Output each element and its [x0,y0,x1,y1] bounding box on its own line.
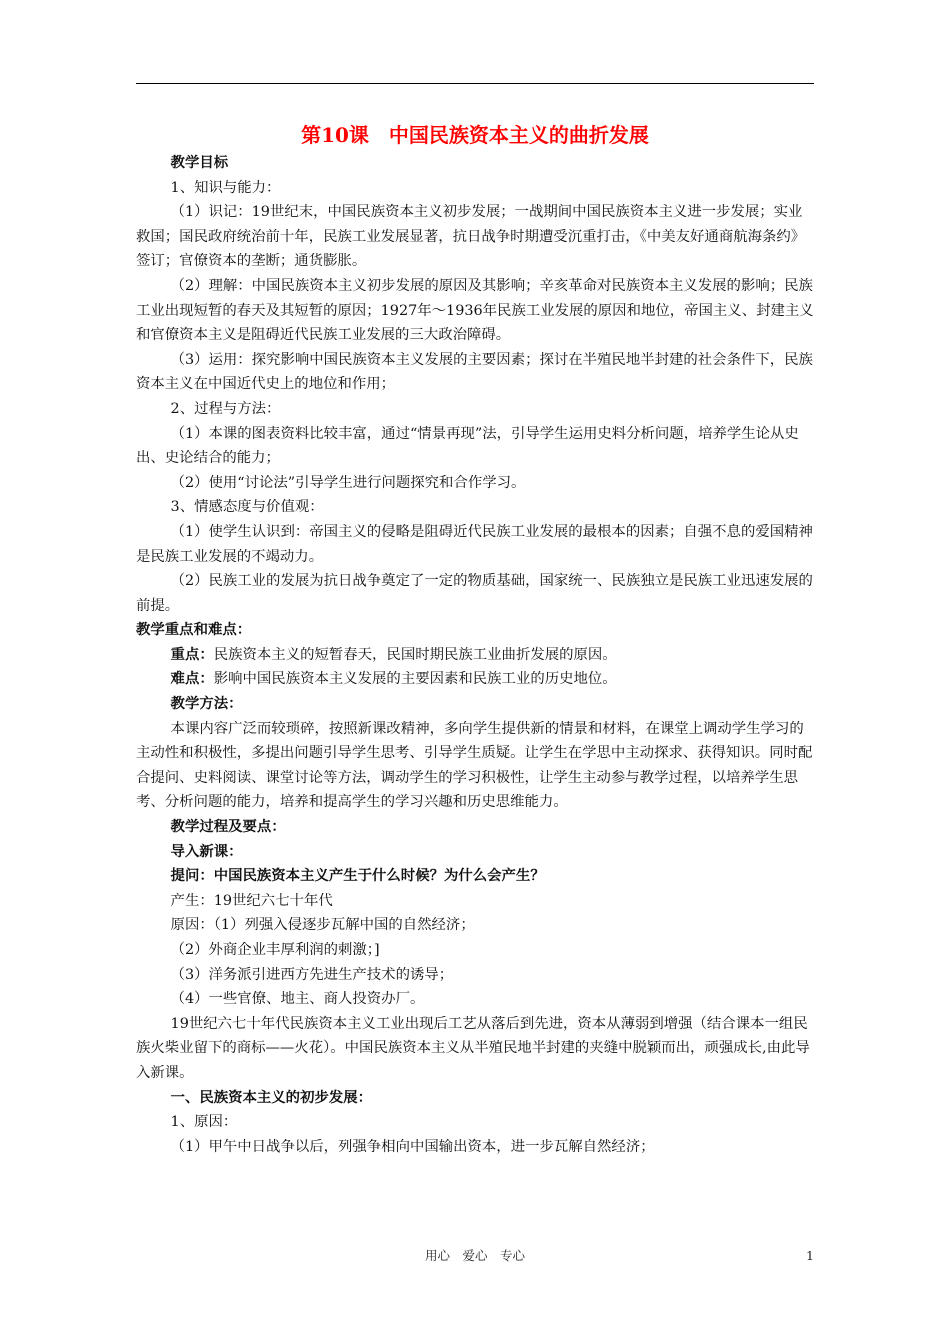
paragraph: （2）使用“讨论法”引导学生进行问题探究和合作学习。 [170,474,526,491]
paragraph: 19世纪六七十年代民族资本主义工业出现后工艺从落后到先进，资本从薄弱到增强（结合课本一组民族火柴业留下的商标——火花）。中国民族资本主义从半殖民地半封建的夹缝中脱颖而出，顽强成长,由此导入新课。 [136,1015,810,1081]
paragraph: （4）一些官僚、地主、商人投资办厂。 [170,991,425,1008]
paragraph: 2、过程与方法： [170,400,281,417]
paragraph: （2）民族工业的发展为抗日战争奠定了一定的物质基础，国家统一、民族独立是民族工业迅速发展的前提。 [136,573,813,614]
paragraph: 本课内容广泛而较琐碎，按照新课改精神，多向学生提供新的情景和材料，在课堂上调动学生学习的主动性和积极性，多提出问题引导学生思考、引导学生质疑。让学生在学思中主动探求、获得知识。同时配合提问、史料阅读、课堂讨论等方法，调动学生的学习积极性，让学生主动参与教学过程，以培养学生思考、分析问题的能力，培养和提高学生的学习兴趣和历史思维能力。 [136,720,813,811]
paragraph: 教学方法： [170,695,243,713]
paragraph: 提问：中国民族资本主义产生于什么时候？为什么会产生？ [170,867,545,885]
document-body [136,151,814,1159]
paragraph: 导入新课： [170,842,243,860]
paragraph: （1）本课的图表资料比较丰富，通过“情景再现”法，引导学生运用史料分析问题，培养学生论从史出、史论结合的能力； [136,425,799,467]
paragraph: （1）使学生认识到：帝国主义的侵略是阻碍近代民族工业发展的最根本的因素；自强不息的爱国精神是民族工业发展的不竭动力。 [136,523,813,565]
paragraph: （3）运用：探究影响中国民族资本主义发展的主要因素；探讨在半殖民地半封建的社会条件下，民族资本主义在中国近代史上的地位和作用； [136,351,813,393]
paragraph: 教学过程及要点： [170,818,286,836]
paragraph [136,643,814,668]
paragraph: 教学重点和难点： [136,621,252,639]
paragraph: （3）洋务派引进西方先进生产技术的诱导； [170,966,454,983]
lesson-title: 第10课 中国民族资本主义的曲折发展 [301,123,649,147]
paragraph: 产生：19世纪六七十年代 [170,892,333,909]
paragraph: 1、知识与能力： [170,179,281,196]
paragraph: （1）识记：19世纪末，中国民族资本主义初步发展；一战期间中国民族资本主义进一步发展；实业救国；国民政府统治前十年，民族工业发展显著，抗日战争时期遭受沉重打击，《中美友好通商航海条约》签订；官僚资本的垄断；通货膨胀。 [136,204,806,270]
footer-motto: 用心 爱心 专心 [424,1248,525,1263]
paragraph: （1）甲午中日战争以后，列强争相向中国输出资本，进一步瓦解自然经济； [170,1138,655,1155]
paragraph: 原因：（1）列强入侵逐步瓦解中国的自然经济； [170,917,475,934]
paragraph: 1、原因： [170,1114,238,1131]
header-rule [136,83,814,84]
page-number: 1 [806,1248,814,1263]
paragraph: 3、情感态度与价值观： [170,499,324,516]
paragraph [136,667,814,692]
paragraph: （2）外商企业丰厚利润的刺激；] [170,942,380,958]
paragraph-text: 影响中国民族资本主义发展的主要因素和民族工业的历史地位。 [213,671,617,688]
paragraph: 一、民族资本主义的初步发展： [170,1088,373,1106]
paragraph: 教学目标 [170,154,229,171]
paragraph: （2）理解：中国民族资本主义初步发展的原因及其影响；辛亥革命对民族资本主义发展的影响；民族工业出现短暂的春天及其短暂的原因；1927年～1936年民族工业发展的原因和地位，帝国主义、封建主义和官僚资本主义是阻碍近代民族工业发展的三大政治障碍。 [136,277,814,344]
paragraph-label: 重点： [170,645,214,663]
page-footer [136,1247,814,1265]
paragraph-text: 民族资本主义的短暂春天，民国时期民族工业曲折发展的原因。 [213,646,617,663]
paragraph-label: 难点： [170,670,214,688]
